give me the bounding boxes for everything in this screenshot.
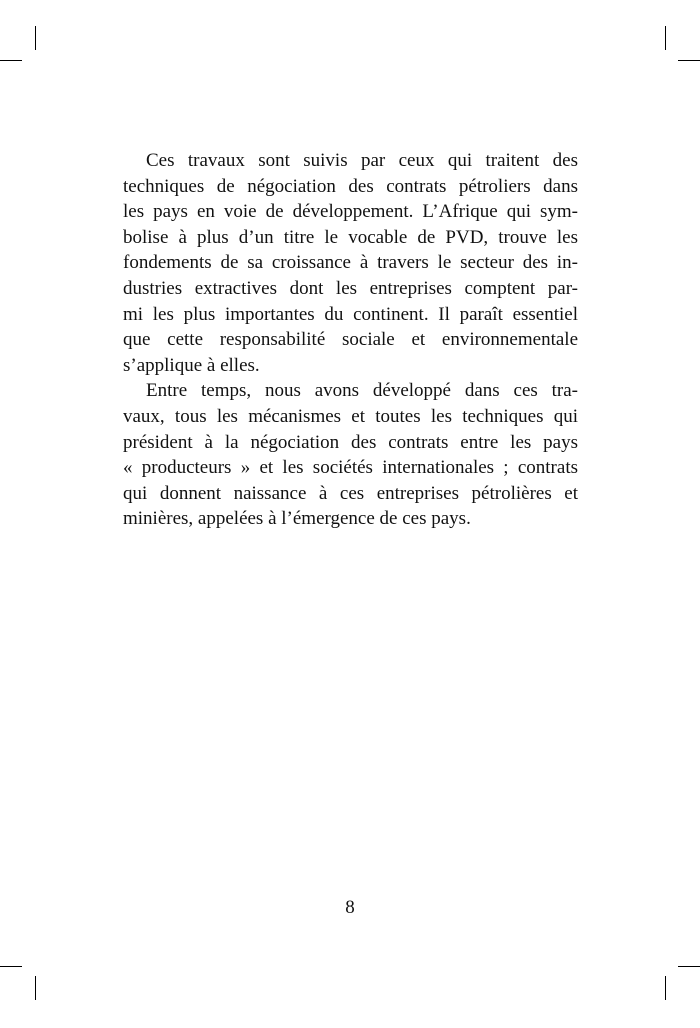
text-line: président à la négociation des contrats entre les pays <box>123 431 578 453</box>
text-line: minières, appelées à l’émergence de ces pays. <box>123 508 471 530</box>
text-line: qui donnent naissance à ces entreprises pétrolières et <box>123 482 578 504</box>
body-text <box>123 148 578 532</box>
paragraph-2 <box>123 378 578 532</box>
crop-mark-bottom-left-h <box>0 966 22 967</box>
text-line: Entre temps, nous avons développé dans ces tra- <box>146 380 578 402</box>
crop-mark-top-left-h <box>0 60 22 61</box>
text-line: « producteurs » et les sociétés internationales ; contrats <box>123 457 578 479</box>
text-line: Ces travaux sont suivis par ceux qui traitent des <box>146 150 578 171</box>
text-line: fondements de sa croissance à travers le secteur des in- <box>123 252 578 274</box>
text-line: que cette responsabilité sociale et environnementale <box>123 329 578 351</box>
text-line: s’applique à elles. <box>123 354 260 376</box>
crop-mark-bottom-right-v <box>665 976 666 1000</box>
text-line: vaux, tous les mécanismes et toutes les techniques qui <box>123 405 578 427</box>
paragraph-1 <box>123 148 578 378</box>
text-line: techniques de négociation des contrats pétroliers dans <box>123 175 578 197</box>
crop-mark-top-right-v <box>665 26 666 50</box>
crop-mark-top-left-v <box>35 26 36 50</box>
crop-mark-top-right-h <box>678 60 700 61</box>
text-line: bolise à plus d’un titre le vocable de PVD, trouve les <box>123 226 578 248</box>
crop-mark-bottom-left-v <box>35 976 36 1000</box>
page-number: 8 <box>345 897 355 918</box>
text-line: les pays en voie de développement. L’Afrique qui sym- <box>123 201 578 223</box>
crop-mark-bottom-right-h <box>678 966 700 967</box>
text-line: dustries extractives dont les entreprises comptent par- <box>123 277 578 299</box>
text-line: mi les plus importantes du continent. Il paraît essentiel <box>123 303 578 325</box>
